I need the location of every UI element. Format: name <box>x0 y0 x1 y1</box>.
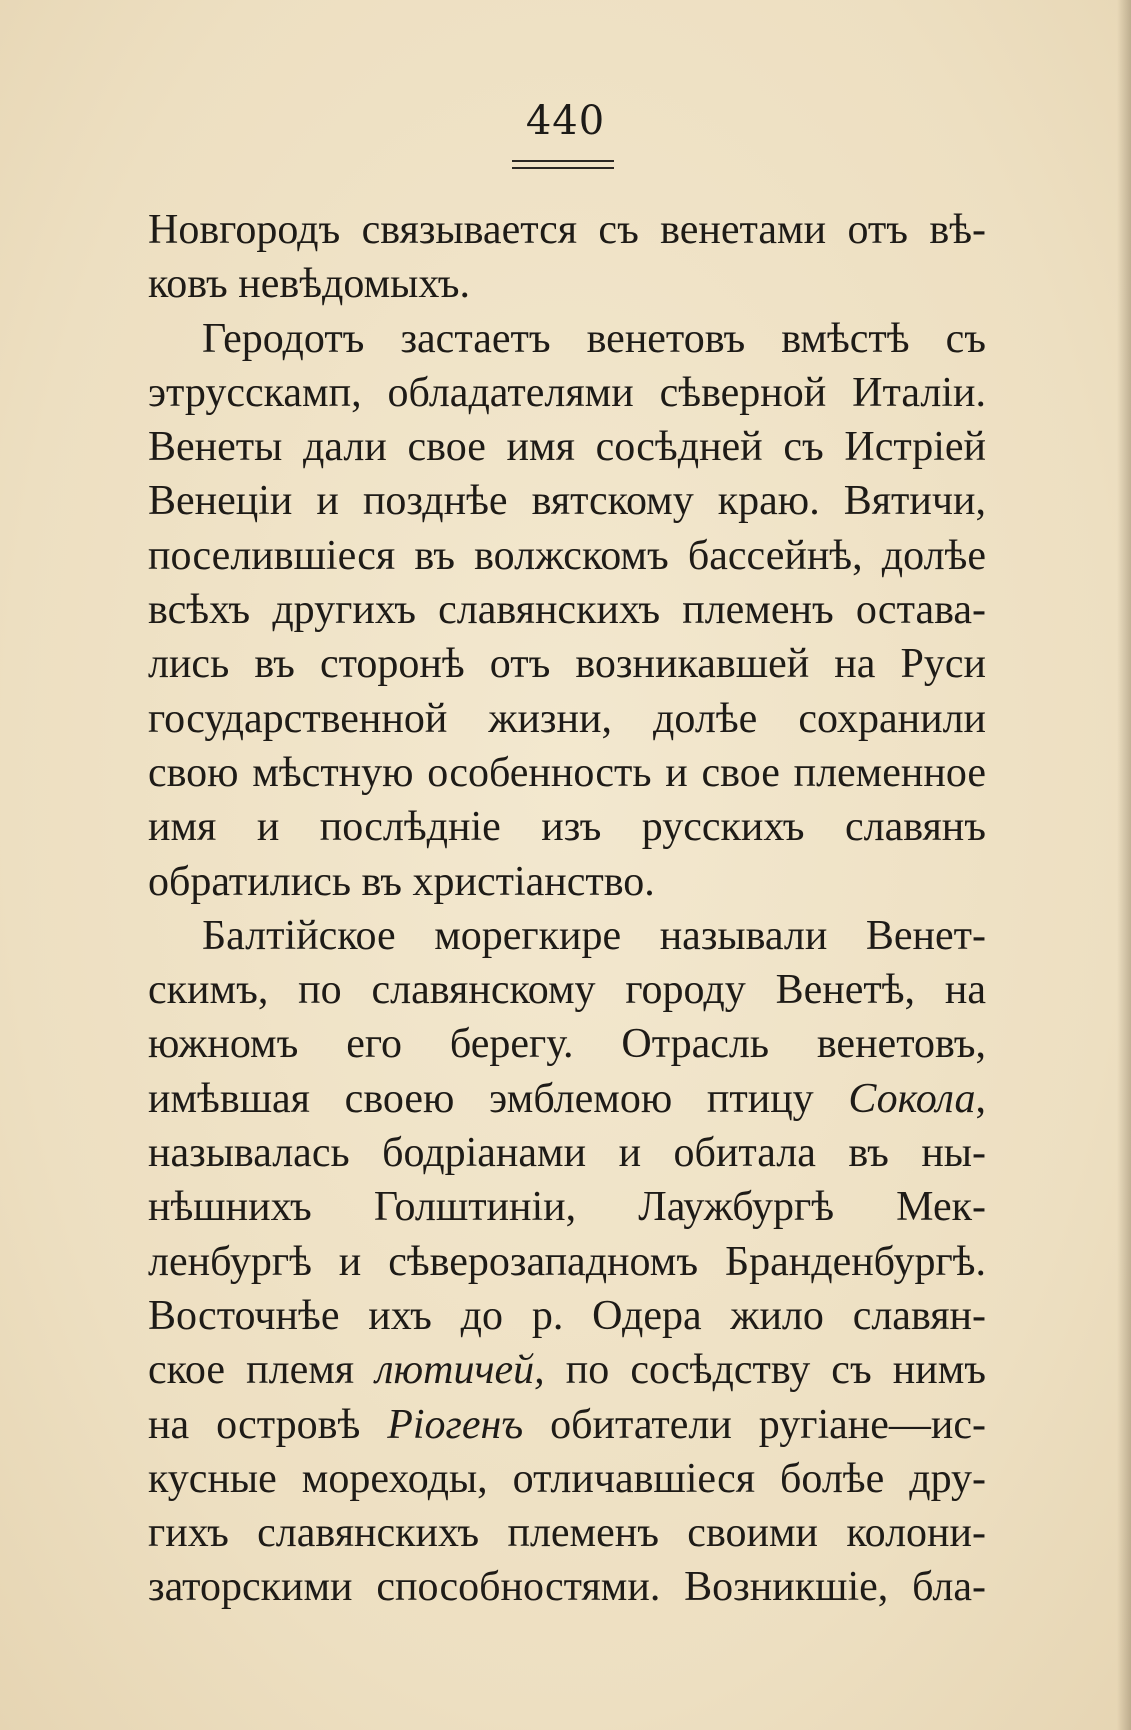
text-line: лись въ сторонѣ отъ возникавшей на Руси <box>148 641 986 688</box>
text-line: кусные мореходы, отличавшіеся болѣе дру- <box>148 1455 986 1502</box>
text-line: Восточнѣе ихъ до р. Одера жило славян- <box>148 1292 986 1339</box>
page-edge-shadow <box>1117 0 1131 1730</box>
body-text <box>148 203 986 1615</box>
paragraph-start-line: Геродотъ застаетъ венетовъ вмѣстѣ съ <box>202 315 986 362</box>
text-line: скимъ, по славянскому городу Венетѣ, на <box>148 967 986 1014</box>
text-line: заторскими способностями. Возникшіе, бла- <box>148 1564 986 1611</box>
text-line: Венеціи и позднѣе вятскому краю. Вятичи, <box>148 478 986 525</box>
text-line: поселившіеся въ волжскомъ бассейнѣ, долѣе <box>148 532 986 579</box>
text-line: имѣвшая своею эмблемою птицу Сокола, <box>148 1075 986 1122</box>
italic-word: Сокола <box>848 1075 976 1122</box>
text-line: государственной жизни, долѣе сохранили <box>148 695 986 742</box>
text-line: на островѣ Ріогенъ обитатели ругіане—ис- <box>148 1401 986 1448</box>
text-line: нѣшнихъ Голштиніи, Лаужбургѣ Мек- <box>148 1184 986 1231</box>
italic-word: лютичей, <box>375 1347 545 1394</box>
text-line: ское племя лютичей, по сосѣдству съ нимъ <box>148 1347 986 1394</box>
text-line: ковъ невѣдомыхъ. <box>148 261 471 308</box>
text-line: Новгородъ связывается съ венетами отъ вѣ- <box>148 207 986 253</box>
text-line: Венеты дали свое имя сосѣдней съ Истріей <box>148 424 986 471</box>
page-number: 440 <box>525 98 606 144</box>
text-line: гихъ славянскихъ племенъ своими колони- <box>148 1510 986 1557</box>
text-line: свою мѣстную особенность и свое племенное <box>148 749 986 796</box>
text-line: называлась бодріанами и обитала въ ны- <box>148 1130 986 1177</box>
paragraph-start-line: Балтійское морегкире называли Венет- <box>202 912 986 959</box>
text-line: имя и послѣдніе изъ русскихъ славянъ <box>148 804 986 851</box>
text-line: ленбургѣ и сѣверозападномъ Бранденбургѣ. <box>148 1238 986 1285</box>
header-double-rule <box>512 160 614 169</box>
text-line: южномъ его берегу. Отрасль венетовъ, <box>148 1021 986 1068</box>
text-line: всѣхъ другихъ славянскихъ племенъ остава- <box>148 587 986 634</box>
text-line: обратились въ христіанство. <box>148 858 655 905</box>
italic-word: Ріогенъ <box>387 1401 524 1448</box>
text-line: этрусскамп, обладателями сѣверной Италіи. <box>148 369 986 416</box>
